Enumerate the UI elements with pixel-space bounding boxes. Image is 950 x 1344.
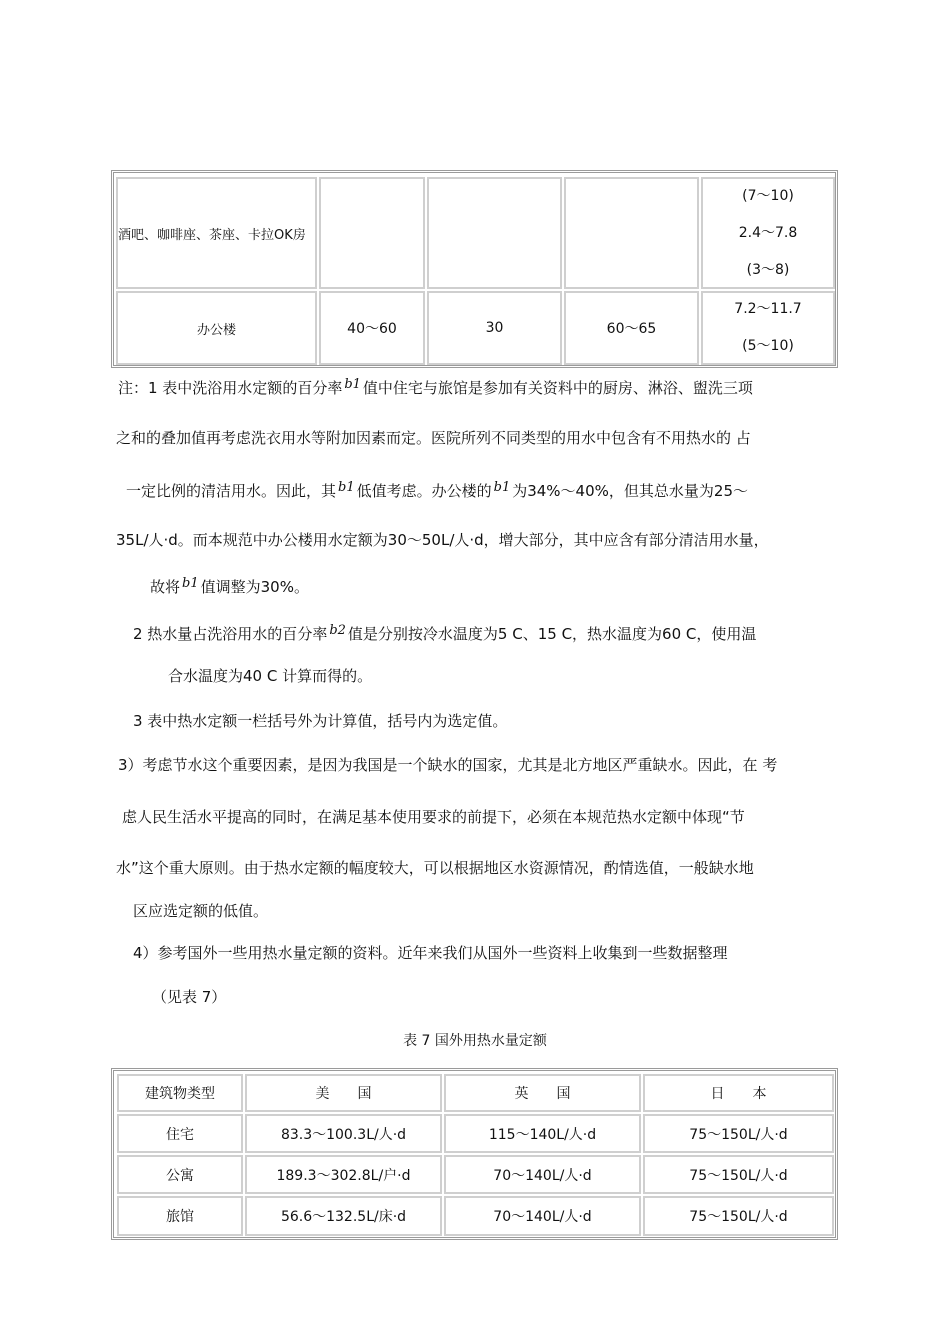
symbol-b1: b1 [493, 480, 511, 495]
table-cell: 75～150L/人·d [643, 1114, 834, 1153]
cell-text: 30 [485, 320, 504, 336]
cell-text: (5～10) [742, 338, 794, 354]
para-3-line-1: 3）考虑节水这个重要因素，是因为我国是一个缺水的国家，尤其是北方地区严重缺水。因此，在 考 [118, 756, 778, 774]
table-cell: 189.3～302.8L/户·d [245, 1155, 442, 1194]
table-cell-quota [701, 177, 835, 289]
hot-water-quota-table-continued [111, 170, 838, 368]
cell-text: 7.2～11.7 [734, 301, 802, 317]
table-cell [319, 177, 425, 289]
note-1-line-1 [118, 378, 753, 400]
cell-text: 60～65 [606, 321, 657, 337]
table-cell [319, 291, 425, 365]
note-text: 值中住宅与旅馆是参加有关资料中的厨房、淋浴、盥洗三项 [362, 379, 753, 397]
note-2-line-1 [133, 624, 756, 646]
table-7-caption: 表 7 国外用热水量定额 [403, 1033, 547, 1049]
note-1-line-2: 之和的叠加值再考虑洗衣用水等附加因素而定。医院所列不同类型的用水中包含有不用热水的 占 [116, 429, 751, 447]
table-cell-building-type [116, 177, 317, 289]
note-1-line-4: 35L/人·d。而本规范中办公楼用水定额为30～50L/人·d，增大部分，其中应含有部分清洁用水量， [116, 531, 769, 549]
symbol-b2: b2 [329, 623, 346, 638]
note-text: 注：1 表中洗浴用水定额的百分率 [118, 379, 343, 397]
cell-text: (7～10) [742, 187, 794, 204]
table-cell [427, 177, 562, 289]
table-header-cell: 建筑物类型 [117, 1074, 243, 1112]
table-header-cell: 日 本 [643, 1074, 834, 1112]
table-cell: 115～140L/人·d [444, 1114, 641, 1153]
table-header-cell: 英 国 [444, 1074, 641, 1112]
note-text: 值调整为30%。 [200, 578, 309, 596]
table-cell-building-type: 住宅 [117, 1114, 243, 1153]
para-4-line-2: （见表 7） [152, 988, 227, 1006]
symbol-b1: b1 [182, 576, 199, 591]
note-3: 3 表中热水定额一栏括号外为计算值，括号内为选定值。 [133, 712, 508, 730]
note-text: 2 热水量占洗浴用水的百分率 [133, 625, 328, 643]
table-cell: 75～150L/人·d [643, 1196, 834, 1236]
para-3-line-3: 水”这个重大原则。由于热水定额的幅度较大，可以根据地区水资源情况，酌情选值，一般缺水地 [116, 859, 754, 877]
table-cell [564, 177, 699, 289]
table-cell-building-type: 公寓 [117, 1155, 243, 1194]
table-cell: 70～140L/人·d [444, 1155, 641, 1194]
table-header-cell: 美 国 [245, 1074, 442, 1112]
table-cell: 83.3～100.3L/人·d [245, 1114, 442, 1153]
table-cell: 75～150L/人·d [643, 1155, 834, 1194]
note-text: 为34%～40%，但其总水量为25～ [512, 482, 748, 500]
table-cell-quota [701, 291, 835, 365]
note-text: 值是分别按冷水温度为5 C、15 C，热水温度为60 C，使用温 [347, 625, 757, 643]
symbol-b1: b1 [338, 480, 355, 495]
cell-text: 办公楼 [196, 322, 236, 338]
cell-text: 2.4～7.8 [738, 224, 798, 241]
para-4-line-1: 4）参考国外一些用热水量定额的资料。近年来我们从国外一些资料上收集到一些数据整理 [133, 944, 728, 962]
note-text: 低值考虑。办公楼的 [356, 482, 492, 500]
para-3-line-2: 虑人民生活水平提高的同时，在满足基本使用要求的前提下，必须在本规范热水定额中体现“节 [122, 808, 745, 826]
note-text: 故将 [150, 578, 181, 596]
note-text: 一定比例的清洁用水。因此，其 [126, 482, 337, 500]
table-7 [111, 1068, 838, 1240]
table-cell-building-type [116, 291, 317, 365]
note-2-line-2: 合水温度为40 C 计算而得的。 [168, 667, 373, 685]
cell-text: (3～8) [746, 261, 790, 278]
table-cell-building-type: 旅馆 [117, 1196, 243, 1236]
table-cell [427, 291, 562, 365]
table-cell: 56.6～132.5L/床·d [245, 1196, 442, 1236]
note-1-line-5 [150, 577, 309, 599]
note-1-line-3 [126, 481, 748, 503]
cell-text: 40～60 [347, 321, 397, 337]
table-cell [564, 291, 699, 365]
para-3-line-4: 区应选定额的低值。 [133, 902, 269, 920]
symbol-b1: b1 [344, 377, 361, 392]
table-cell: 70～140L/人·d [444, 1196, 641, 1236]
cell-text: 酒吧、咖啡座、茶座、卡拉OK房 [118, 227, 306, 243]
